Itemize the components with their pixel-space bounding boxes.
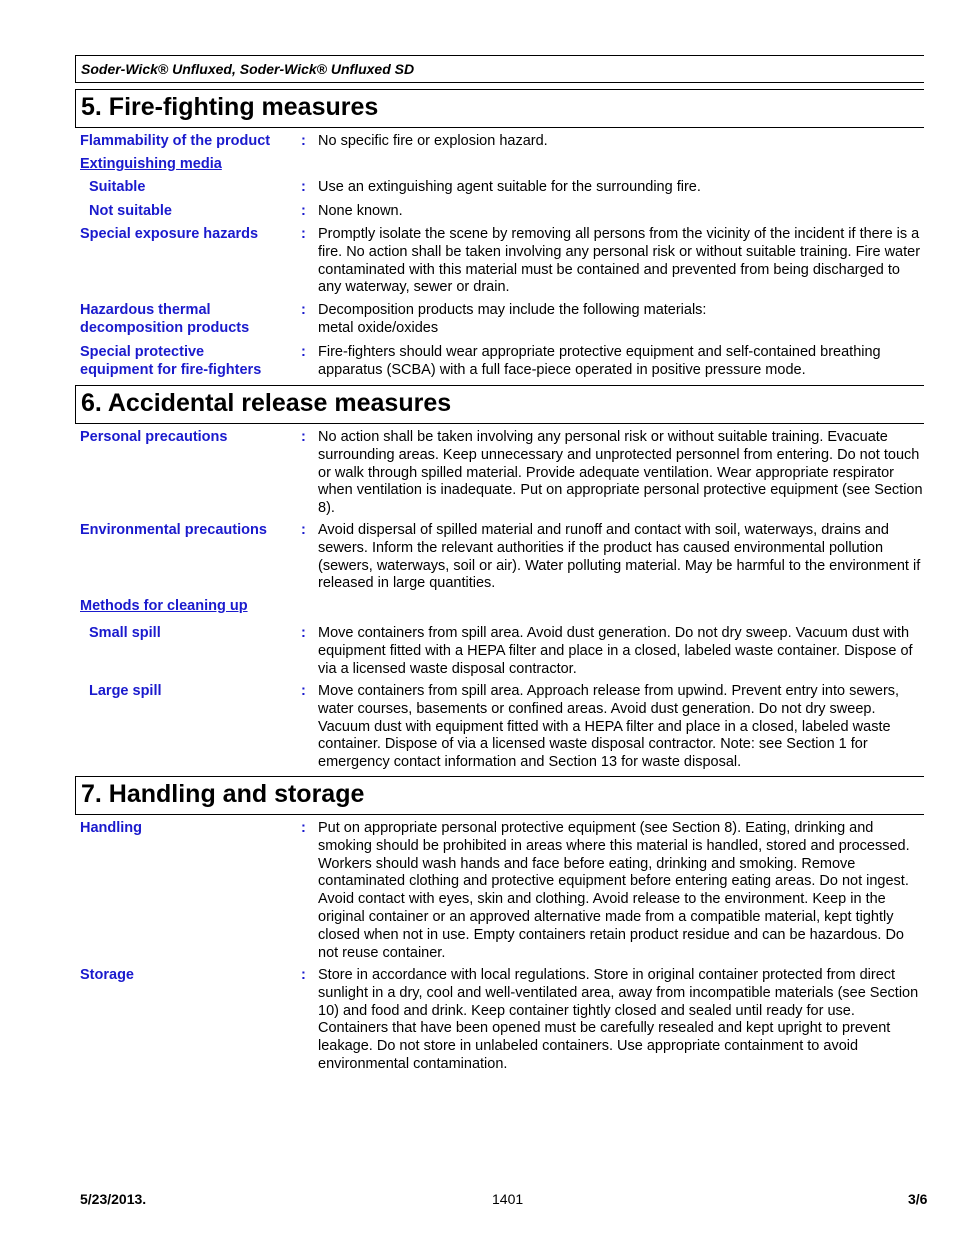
section-7-header — [75, 776, 924, 815]
label-line: equipment for fire-fighters — [80, 361, 262, 378]
colon: : — [301, 179, 306, 195]
label-environmental-precautions: Environmental precautions — [80, 522, 267, 538]
colon: : — [301, 344, 306, 360]
colon: : — [301, 302, 306, 318]
value-suitable: Use an extinguishing agent suitable for the surrounding fire. — [318, 179, 701, 195]
section-5-header — [75, 89, 924, 128]
value-large-spill: Move containers from spill area. Approach release from upwind. Prevent entry into sewers, water courses, basements or confined areas. Avoid dust generation. Do not dry sweep. Vacuum dust with equipment fitted with a HEPA filter and place in a closed, labeled waste container. Dispose of via a licensed waste disposal contractor. Note: see Section 1 for emergency contact information and Section 13 for waste disposal. — [318, 683, 900, 771]
section-6-header — [75, 385, 924, 424]
colon: : — [301, 625, 306, 641]
footer-page-number: 3/6 — [908, 1191, 928, 1207]
value-personal-precautions: No action shall be taken involving any personal risk or without suitable training. Evacuate surrounding areas. Keep unnecessary and unprotected personnel from entering. Do not touch or walk through spilled material. Provide adequate ventilation. Wear appropriate respirator when ventilation is inadequate. Put on appropriate personal protective equipment (see Section 8). — [318, 429, 923, 517]
colon: : — [301, 133, 306, 149]
value-line: metal oxide/oxides — [318, 319, 439, 336]
colon: : — [301, 226, 306, 242]
label-line: Special protective — [80, 344, 205, 360]
value-special-exposure: Promptly isolate the scene by removing all persons from the vicinity of the incident if there is a fire. No action shall be taken involving any personal risk or without suitable training. Fire water contaminated with this material must be contained and prevented from being discharged to any waterway, sewer or drain. — [318, 226, 921, 296]
label-storage: Storage — [80, 967, 134, 983]
label-line: decomposition products — [80, 319, 250, 336]
value-environmental-precautions: Avoid dispersal of spilled material and runoff and contact with soil, waterways, drains and sewers. Inform the relevant authorities if the product has caused environmental pollution (sewers, waterways, soil or air). Water polluting material. May be harmful to the environment if released in large quantities. — [318, 522, 921, 592]
value-hazardous-decomposition — [318, 302, 923, 338]
label-hazardous-decomposition — [80, 302, 295, 338]
value-storage: Store in accordance with local regulations. Store in original container protected from direct sunlight in a dry, cool and well-ventilated area, away from incompatible materials (see Section 10) and food and drink. Keep container tightly closed and sealed until ready for use. Containers that have been opened must be carefully resealed and kept upright to prevent leakage. Do not store in unlabeled containers. Use appropriate containment to avoid environmental contamination. — [318, 967, 919, 1072]
label-protective-equipment — [80, 344, 295, 380]
footer-code: 1401 — [492, 1191, 524, 1207]
label-flammability: Flammability of the product — [80, 133, 271, 149]
label-large-spill: Large spill — [89, 683, 162, 699]
value-flammability: No specific fire or explosion hazard. — [318, 133, 548, 149]
colon: : — [301, 683, 306, 699]
section-5-title: 5. Fire-fighting measures — [81, 93, 379, 121]
label-methods-cleaning: Methods for cleaning up — [80, 598, 248, 614]
label-line: Hazardous thermal — [80, 302, 211, 318]
colon: : — [301, 429, 306, 445]
label-suitable: Suitable — [89, 179, 146, 195]
section-7-title: 7. Handling and storage — [81, 780, 365, 808]
footer-date: 5/23/2013. — [80, 1191, 147, 1207]
value-handling: Put on appropriate personal protective equipment (see Section 8). Eating, drinking and smoking should be prohibited in areas where this material is handled, stored and processed. Workers should wash hands and face before eating, drinking and smoking. Remove contaminated clothing and protective equipment before entering eating areas. Do not ingest. Avoid contact with eyes, skin and clothing. Avoid release to the environment. Keep in the original container or an approved alternative made from a compatible material, kept tightly closed when not in use. Empty containers retain product residue and can be hazardous. Do not reuse container. — [318, 820, 910, 961]
colon: : — [301, 203, 306, 219]
section-6-title: 6. Accidental release measures — [81, 389, 452, 417]
product-name: Soder-Wick® Unfluxed, Soder-Wick® Unfluxed SD — [81, 61, 415, 77]
label-not-suitable: Not suitable — [89, 203, 172, 219]
value-small-spill: Move containers from spill area. Avoid dust generation. Do not dry sweep. Vacuum dust with equipment fitted with a HEPA filter and place in a closed, labeled waste container. Dispose of via a licensed waste disposal contractor. — [318, 625, 913, 677]
label-personal-precautions: Personal precautions — [80, 429, 228, 445]
value-not-suitable: None known. — [318, 203, 403, 219]
value-line: Decomposition products may include the following materials: — [318, 302, 707, 318]
label-handling: Handling — [80, 820, 143, 836]
colon: : — [301, 522, 306, 538]
colon: : — [301, 820, 306, 836]
label-special-exposure: Special exposure hazards — [80, 226, 259, 242]
document-header — [75, 55, 924, 83]
label-extinguishing-media: Extinguishing media — [80, 156, 222, 172]
label-small-spill: Small spill — [89, 625, 161, 641]
value-protective-equipment: Fire-fighters should wear appropriate protective equipment and self-contained breathing apparatus (SCBA) with a full face-piece operated in positive pressure mode. — [318, 344, 881, 378]
colon: : — [301, 967, 306, 983]
